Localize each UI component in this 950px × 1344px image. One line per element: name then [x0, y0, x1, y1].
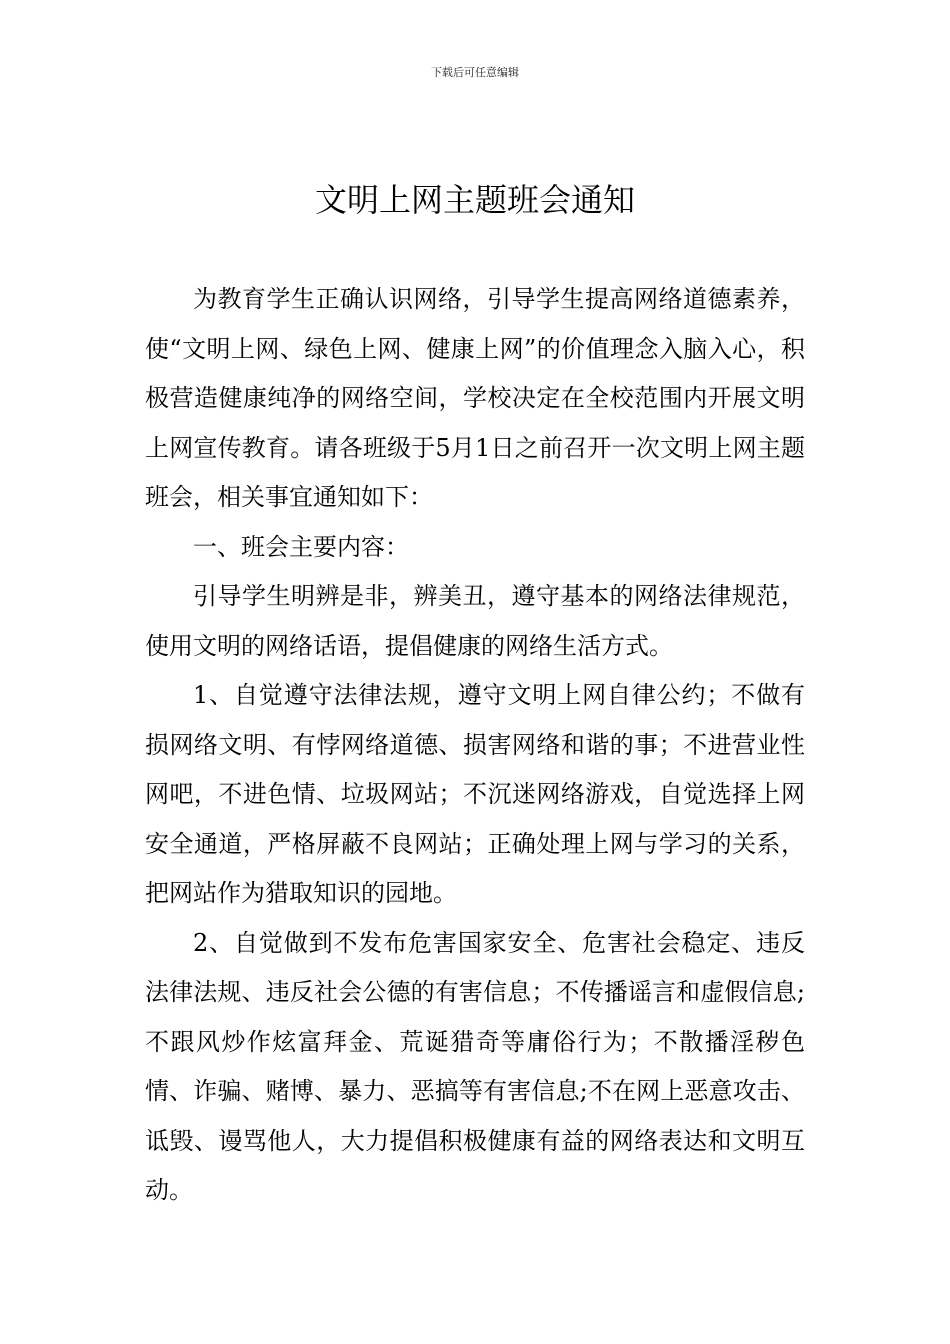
document-title: 文明上网主题班会通知: [314, 181, 635, 219]
section-summary-paragraph: 引导学生明辨是非，辨美丑，遵守基本的网络法律规范，使用文明的网络话语，提倡健康的网络生活方式。: [145, 582, 805, 660]
header-note: 下载后可任意编辑: [431, 66, 519, 79]
document-body: [145, 275, 805, 1216]
item-2-paragraph: 2、自觉做到不发布危害国家安全、危害社会稳定、违反法律法规、违反社会公德的有害信息；不传播谣言和虚假信息;不跟风炒作炫富拜金、荒诞猎奇等庸俗行为；不散播淫秽色情、诈骗、赌博、暴力、恶搞等有害信息;不在网上恶意攻击、诋毁、谩骂他人，大力提倡积极健康有益的网络表达和文明互动。: [145, 928, 805, 1204]
section-heading: 一、班会主要内容：: [193, 532, 409, 561]
intro-paragraph: 为教育学生正确认识网络，引导学生提高网络道德素养，使“文明上网、绿色上网、健康上网”的价值理念入脑入心，积极营造健康纯净的网络空间，学校决定在全校范围内开展文明上网宣传教育。请各班级于5月1日之前召开一次文明上网主题班会，相关事宜通知如下：: [145, 285, 805, 511]
item-1-paragraph: 1、自觉遵守法律法规，遵守文明上网自律公约；不做有损网络文明、有悖网络道德、损害网络和谐的事；不进营业性网吧，不进色情、垃圾网站；不沉迷网络游戏，自觉选择上网安全通道，严格屏蔽不良网站；正确处理上网与学习的关系，把网站作为猎取知识的园地。: [145, 681, 805, 907]
